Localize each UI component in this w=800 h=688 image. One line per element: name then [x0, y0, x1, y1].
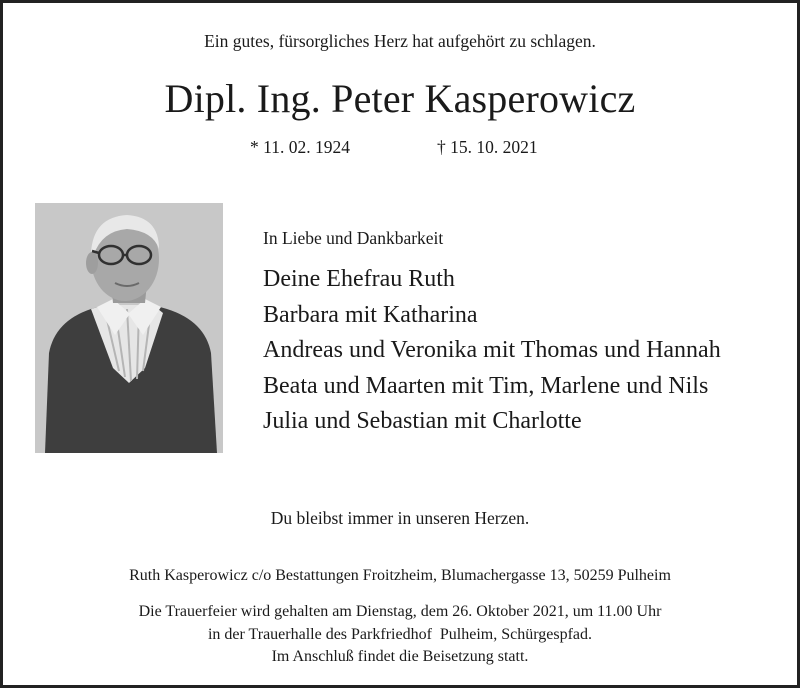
service-line: Die Trauerfeier wird gehalten am Dienstag, dem 26. Oktober 2021, um 11.00 Uhr — [138, 603, 662, 620]
death-date: † 15. 10. 2021 — [437, 137, 538, 157]
intro-text: Ein gutes, fürsorgliches Herz hat aufgehört zu schlagen. — [204, 31, 596, 51]
dedication-text: In Liebe und Dankbarkeit — [263, 228, 444, 248]
funeral-service-info — [3, 601, 797, 669]
mourner-line: Barbara mit Katharina — [263, 301, 478, 328]
mourner-line: Julia und Sebastian mit Charlotte — [263, 408, 582, 434]
mourner-line: Andreas und Veronika mit Thomas und Hannah — [263, 337, 721, 363]
mourner-line: Deine Ehefrau Ruth — [263, 266, 455, 292]
mourner-line: Beata und Maarten mit Tim, Marlene und Nils — [263, 372, 709, 399]
service-line: in der Trauerhalle des Parkfriedhof Pulheim, Schürgespfad. — [207, 625, 593, 643]
mourners-list — [263, 262, 721, 440]
portrait-photo — [35, 203, 223, 453]
contact-address: Ruth Kasperowicz c/o Bestattungen Froitzheim, Blumachergasse 13, 50259 Pulheim — [129, 567, 671, 584]
service-line: Im Anschluß findet die Beisetzung statt. — [271, 648, 529, 665]
birth-date: * 11. 02. 1924 — [250, 137, 350, 157]
deceased-name: Dipl. Ing. Peter Kasperowicz — [164, 76, 636, 121]
closing-text: Du bleibst immer in unseren Herzen. — [270, 508, 530, 528]
